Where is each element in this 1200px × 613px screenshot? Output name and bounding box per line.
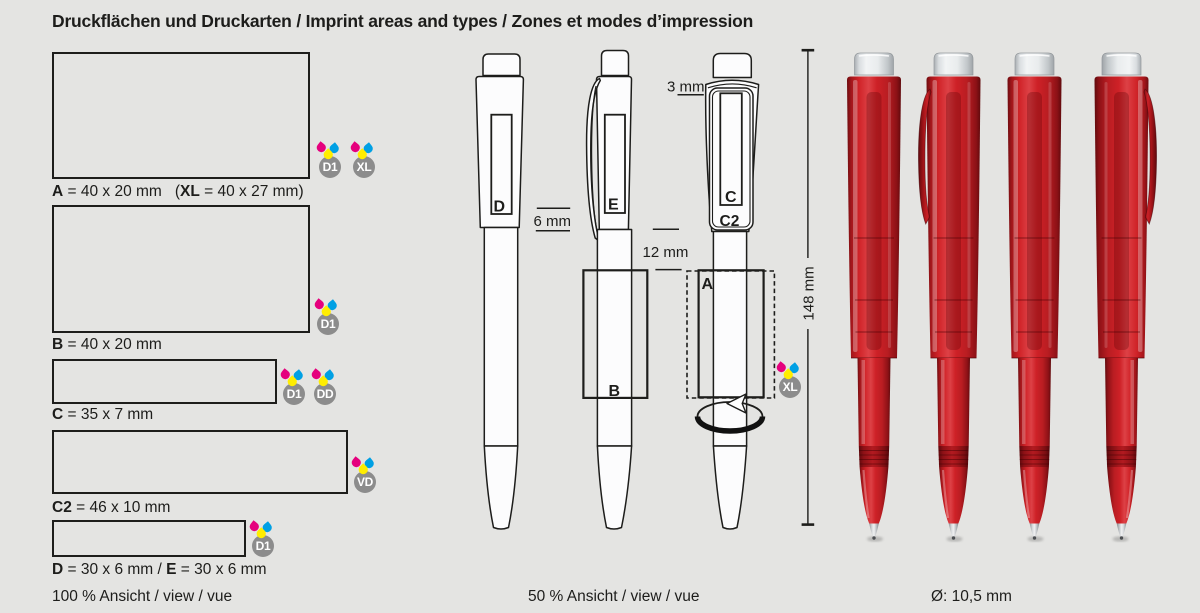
dimension-3mm: [667, 79, 705, 96]
area-dims: = 46 x 10 mm: [71, 499, 171, 516]
dimension-text: 3 mm: [667, 78, 705, 96]
badge-label: D1: [283, 383, 305, 405]
zone-label-c: C: [725, 189, 737, 206]
area-dims: = 35 x 7 mm: [63, 406, 154, 423]
pen-drawing-side: [587, 51, 632, 530]
badge-label: DD: [314, 383, 336, 405]
red-pen-side-clip-right: [1095, 53, 1157, 542]
badge-label: D1: [252, 535, 274, 557]
area-name: D: [52, 561, 64, 578]
area-name: B: [52, 336, 64, 353]
area-name: C: [52, 406, 64, 423]
badge-label: D1: [317, 313, 339, 335]
diameter-label: Ø: 10,5 mm: [931, 588, 1012, 605]
view-scale-left: 100 % Ansicht / view / vue: [52, 588, 233, 605]
zone-label-c2: C2: [719, 213, 740, 230]
pen-drawing-clip-front: [706, 54, 759, 530]
view-scale-middle: 50 % Ansicht / view / vue: [528, 588, 700, 605]
red-pen-front-1: [847, 53, 901, 542]
area-dims: = 30 x 6 mm /: [63, 561, 167, 578]
dimension-6mm: [534, 208, 572, 231]
zone-label-e: E: [608, 196, 619, 214]
zone-label-b: B: [608, 383, 621, 400]
dimension-text: 148 mm: [800, 266, 818, 321]
area-dims: = 40 x 20 mm: [63, 336, 162, 353]
page-title: Druckflächen und Druckarten / Imprint areas and types / Zones et modes d’impression: [52, 11, 754, 31]
red-pen-side-clip-left: [918, 53, 980, 542]
dimension-text: 12 mm: [642, 244, 689, 261]
dimension-text: 6 mm: [533, 213, 571, 230]
area-dims-2: = 30 x 6 mm: [176, 561, 267, 578]
area-alt-open: (: [174, 183, 181, 200]
zone-label-a: A: [701, 276, 714, 293]
zone-label-d: D: [493, 198, 506, 216]
dimension-length-148mm: [801, 50, 818, 524]
area-alt-dims: = 40 x 27 mm): [199, 183, 304, 200]
area-name: A: [52, 183, 64, 200]
badge-label: XL: [779, 376, 801, 398]
badge-label: XL: [353, 156, 375, 178]
badge-label: D1: [319, 156, 341, 178]
pen-drawing-front: [476, 54, 523, 529]
badge-label: VD: [354, 471, 376, 493]
area-name-2: E: [166, 561, 177, 578]
area-alt-name: XL: [180, 183, 200, 200]
clip-face-outer: [710, 88, 754, 230]
area-name: C2: [52, 499, 72, 516]
red-pen-front-2: [1008, 53, 1062, 542]
area-dims: = 40 x 20 mm: [63, 183, 162, 200]
dimension-12mm: [643, 229, 689, 269]
